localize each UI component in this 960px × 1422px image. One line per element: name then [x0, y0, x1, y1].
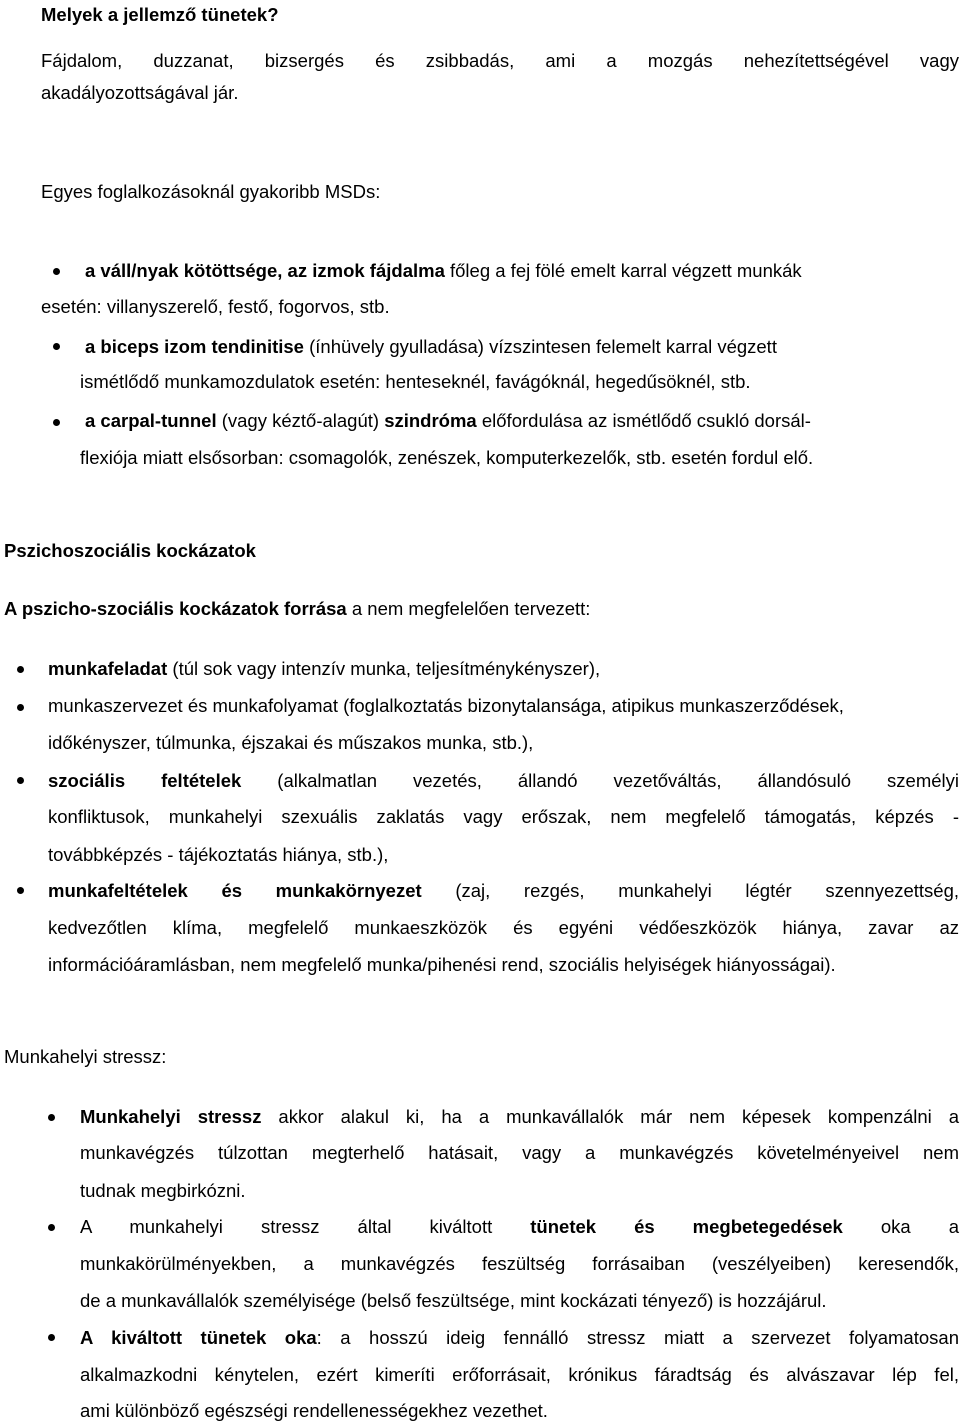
psychosocial-item-3-line-2: konfliktusok, munkahelyi szexuális zaklatás vagy erőszak, nem megfelelő támogatás, képzés - — [48, 806, 959, 827]
msds-item-3-mid: (vagy kéztő-alagút) — [216, 410, 385, 431]
psychosocial-item-3-bold: szociális feltételek — [48, 770, 242, 791]
stress-item-1-line-3: tudnak megbirkózni. — [80, 1180, 246, 1201]
msds-item-1-line-2: esetén: villanyszerelő, festő, fogorvos, stb. — [41, 296, 390, 317]
stress-item-1-line-1 — [80, 1106, 959, 1128]
msds-item-2-bold: a biceps izom tendinitise — [85, 336, 304, 357]
symptoms-text-line-1: Fájdalom, duzzanat, bizsergés és zsibbadás, ami a mozgás nehezítettségével vagy — [41, 50, 959, 71]
bullet-icon — [53, 268, 60, 275]
msds-item-1-rest: főleg a fej fölé emelt karral végzett munkák — [444, 260, 802, 281]
bullet-icon — [53, 343, 60, 350]
psychosocial-item-2-line-2: időkényszer, túlmunka, éjszakai és műszakos munka, stb.), — [48, 732, 534, 753]
bullet-icon — [17, 666, 24, 673]
bullet-icon — [17, 704, 24, 711]
bullet-icon — [48, 1224, 55, 1231]
msds-item-3-bold-1: a carpal-tunnel — [85, 410, 217, 431]
bullet-icon — [17, 777, 24, 784]
psychosocial-item-4-line-2: kedvezőtlen klíma, megfelelő munkaeszközök és egyéni védőeszközök hiánya, zavar az — [48, 917, 959, 938]
stress-item-3-line-3: ami különböző egészségi rendellenességekhez vezethet. — [80, 1400, 548, 1421]
section-title-stress: Munkahelyi stressz: — [4, 1046, 167, 1067]
stress-item-3-rest: : a hosszú ideig fennálló stressz miatt a szervezet folyamatosan — [316, 1327, 959, 1348]
psychosocial-item-3-rest: (alkalmatlan vezetés, állandó vezetőváltás, állandósuló személyi — [241, 770, 959, 791]
msds-item-3-rest: előfordulása az ismétlődő csukló dorsál- — [476, 410, 811, 431]
section-title-symptoms: Melyek a jellemző tünetek? — [41, 4, 279, 25]
section-title-msds: Egyes foglalkozásoknál gyakoribb MSDs: — [41, 181, 381, 202]
stress-item-1-rest: akkor alakul ki, ha a munkavállalók már nem képesek kompenzálni a — [261, 1106, 959, 1127]
msds-item-3-bold-2: szindróma — [384, 410, 477, 431]
stress-item-1-bold: Munkahelyi stressz — [80, 1106, 262, 1127]
bullet-icon — [17, 887, 24, 894]
psychosocial-lead — [4, 598, 590, 620]
psychosocial-item-1-rest: (túl sok vagy intenzív munka, teljesítménykényszer), — [167, 658, 601, 679]
msds-item-1-line-1 — [85, 260, 802, 282]
msds-item-2-line-1 — [85, 336, 960, 358]
stress-item-2-line-3: de a munkavállalók személyisége (belső feszültsége, mint kockázati tényező) is hozzájárul. — [80, 1290, 827, 1311]
msds-item-2-rest: (ínhüvely gyulladása) vízszintesen felemelt karral végzett — [303, 336, 777, 357]
psychosocial-lead-bold: A pszicho-szociális kockázatok forrása — [4, 598, 347, 619]
psychosocial-item-4-line-1 — [48, 880, 959, 902]
stress-item-2-line-1 — [80, 1216, 959, 1238]
psychosocial-item-3-line-1 — [48, 770, 959, 792]
msds-item-3-line-1 — [85, 410, 811, 432]
stress-item-3-line-1 — [80, 1327, 959, 1349]
bullet-icon — [48, 1334, 55, 1341]
psychosocial-item-4-rest: (zaj, rezgés, munkahelyi légtér szennyezettség, — [421, 880, 960, 901]
stress-item-3-line-2: alkalmazkodni kénytelen, ezért kimeríti erőforrásait, krónikus fáradtság és alvászavar lép fel, — [80, 1364, 959, 1385]
stress-item-2-line-2: munkakörülményekben, a munkavégzés feszültség forrásaiban (veszélyeiben) keresendők, — [80, 1253, 959, 1274]
symptoms-text-line-2: akadályozottságával jár. — [41, 82, 239, 103]
bullet-icon — [53, 419, 60, 426]
psychosocial-item-4-bold: munkafeltételek és munkakörnyezet — [48, 880, 422, 901]
msds-item-2-line-2: ismétlődő munkamozdulatok esetén: henteseknél, favágóknál, hegedűsöknél, stb. — [80, 371, 751, 392]
psychosocial-item-1 — [48, 658, 600, 680]
stress-item-2-rest: oka a — [842, 1216, 959, 1237]
stress-item-3-bold: A kiváltott tünetek oka — [80, 1327, 317, 1348]
msds-item-1-bold: a váll/nyak kötöttsége, az izmok fájdalma — [85, 260, 445, 281]
msds-item-3-line-2: flexiója miatt elsősorban: csomagolók, zenészek, komputerkezelők, stb. esetén fordul elő. — [80, 447, 814, 468]
stress-item-2-pre: A munkahelyi stressz által kiváltott — [80, 1216, 531, 1237]
psychosocial-item-3-line-3: továbbképzés - tájékoztatás hiánya, stb.), — [48, 844, 389, 865]
bullet-icon — [48, 1114, 55, 1121]
psychosocial-item-4-line-3: információáramlásban, nem megfelelő munka/pihenési rend, szociális helyiségek hiányosságai). — [48, 954, 836, 975]
stress-item-2-bold: tünetek és megbetegedések — [530, 1216, 843, 1237]
psychosocial-item-1-bold: munkafeladat — [48, 658, 168, 679]
psychosocial-lead-rest: a nem megfelelően tervezett: — [346, 598, 591, 619]
stress-item-1-line-2: munkavégzés túlzottan megterhelő hatásait, vagy a munkavégzés követelményeivel nem — [80, 1142, 959, 1163]
psychosocial-item-2-line-1: munkaszervezet és munkafolyamat (foglalkoztatás bizonytalansága, atipikus munkaszerződések, — [48, 695, 844, 716]
section-title-psychosocial: Pszichoszociális kockázatok — [4, 540, 256, 561]
